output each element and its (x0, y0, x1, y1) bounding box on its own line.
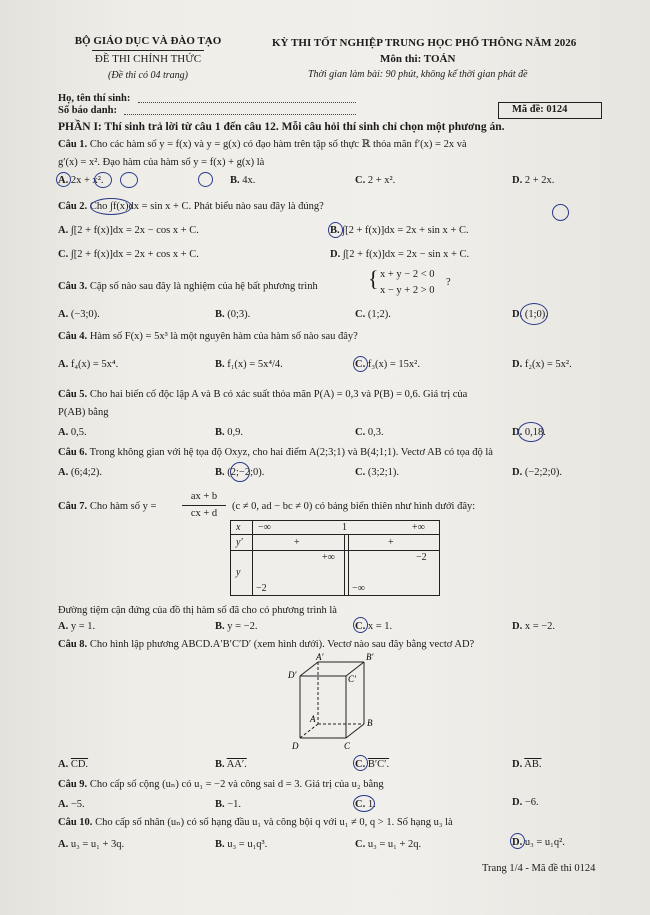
q8-line (58, 638, 474, 652)
q9-text: Cho cấp số cộng (uₙ) có u₁ = −2 và công sai d = 3. Giá trị của u₂ bằng (89, 779, 384, 790)
table-y-label: y (236, 567, 241, 578)
page-footer: Trang 1/4 - Mã đề thi 0124 (482, 863, 596, 874)
option-text: 2x + x². (70, 175, 104, 186)
q6-option-c (355, 466, 399, 480)
variation-table (230, 520, 440, 596)
table-plus-inf: +∞ (412, 522, 425, 533)
option-label: C. (355, 621, 366, 632)
pen-circle-mark (353, 617, 368, 633)
option-label: D. (512, 467, 523, 478)
table-value: −2 (416, 552, 427, 563)
option-text: (1;2). (367, 309, 391, 320)
option-text: f₁(x) = 5x⁴/4. (227, 359, 283, 370)
pen-circle-mark (56, 172, 71, 187)
q10-text: Cho cấp số nhân (uₙ) có số hạng đầu u₁ và công bội q với u₁ ≠ 0, q > 1. Số hạng u₃ là (95, 817, 453, 828)
table-value: −∞ (352, 583, 365, 594)
option-label: D. (512, 837, 523, 848)
option-label: B. (215, 839, 225, 850)
option-label: B. (215, 309, 225, 320)
pen-circle-mark (230, 462, 250, 482)
q10-option-c (355, 838, 421, 852)
option-text: −6. (524, 797, 539, 808)
official-label: ĐỀ THI CHÍNH THỨC (94, 53, 202, 65)
subject-label: Môn thi: TOÁN (380, 53, 456, 65)
option-text: x = −2. (524, 621, 556, 632)
option-label: D. (512, 427, 523, 438)
option-label: C. (355, 175, 366, 186)
option-label: B. (215, 359, 225, 370)
cube-figure (280, 652, 390, 752)
q8-option-d (512, 758, 541, 772)
q1-num: Câu 1. (58, 139, 88, 150)
pen-circle-mark (518, 422, 544, 442)
q2-option-a (58, 224, 199, 238)
option-label: B. (215, 759, 225, 770)
q3-text: Cặp số nào sau đây là nghiệm của hệ bất phương trình (89, 281, 318, 292)
option-text: −5. (70, 799, 85, 810)
option-text: 1. (367, 799, 376, 810)
q4-option-a (58, 358, 118, 372)
pen-scribble-mark (94, 172, 112, 188)
q3-question-mark: ? (446, 277, 451, 288)
option-label: A. (58, 309, 69, 320)
option-text: u₃ = u₁ + 2q. (367, 839, 422, 850)
q7-after-text: Đường tiệm cận đứng của đồ thị hàm số đã cho có phương trình là (58, 605, 337, 616)
q5-text2: P(AB) bằng (58, 407, 109, 418)
q3-option-a (58, 308, 100, 322)
q9-option-b (215, 798, 241, 812)
option-label: D. (512, 175, 523, 186)
option-label: B. (330, 225, 340, 236)
q1-line1 (58, 138, 467, 152)
option-text: (1;0). (524, 309, 548, 320)
name-line (138, 94, 356, 103)
q6-num: Câu 6. (58, 447, 88, 458)
q7-numerator: ax + b (190, 491, 218, 502)
pen-circle-mark (328, 222, 343, 238)
option-text: ∫[2 + f(x)]dx = 2x + cos x + C. (70, 249, 199, 260)
option-text: (6;4;2). (70, 467, 103, 478)
table-plus-sign: + (294, 537, 300, 548)
pen-circle-mark (552, 204, 569, 221)
q5-option-b (215, 426, 243, 440)
option-text: ∫[2 + f(x)]dx = 2x + sin x + C. (342, 225, 469, 236)
q6-line (58, 446, 493, 460)
option-text: 2 + 2x. (524, 175, 555, 186)
option-text: 0,9. (227, 427, 244, 438)
q7-text-a: Cho hàm số y = (89, 501, 157, 512)
sbd-line (124, 106, 356, 115)
option-label: A. (58, 621, 69, 632)
option-text: f₂(x) = 5x². (524, 359, 572, 370)
pen-circle-mark (520, 303, 548, 325)
q5-text1: Cho hai biến cố độc lập A và B có xác suất thỏa mãn P(A) = 0,3 và P(B) = 0,6. Giá trị của (89, 389, 468, 400)
time-note: Thời gian làm bài: 90 phút, không kể thời gian phát đề (308, 69, 528, 80)
vertex-label: A′ (316, 652, 324, 662)
option-text: (−3;0). (70, 309, 100, 320)
option-label: B. (215, 799, 225, 810)
table-row-line (230, 534, 440, 535)
ministry-name: BỘ GIÁO DỤC VÀ ĐÀO TẠO (74, 35, 222, 47)
option-label: D. (512, 359, 523, 370)
q3-line (58, 280, 318, 294)
option-text: u₃ = u₁q². (524, 837, 565, 848)
option-text: CD. (70, 759, 89, 770)
q3-system-1: x + y − 2 < 0 (380, 269, 435, 280)
option-label: B. (230, 175, 240, 186)
q4-num: Câu 4. (58, 331, 88, 342)
option-label: C. (355, 799, 366, 810)
option-label: D. (512, 759, 523, 770)
option-text: u₃ = u₁ + 3q. (70, 839, 125, 850)
option-label: A. (58, 175, 69, 186)
option-label: A. (58, 225, 69, 236)
q7-option-a (58, 620, 95, 634)
option-text: y = −2. (227, 621, 258, 632)
q7-text-b: (c ≠ 0, ad − bc ≠ 0) có bảng biến thiên như hình dưới đây: (232, 501, 476, 512)
q6-option-a (58, 466, 102, 480)
q8-option-b (215, 758, 247, 772)
option-label: C. (355, 839, 366, 850)
pen-circle-mark (510, 833, 525, 849)
option-text: ∫[2 + f(x)]dx = 2x − sin x + C. (342, 249, 470, 260)
option-label: A. (58, 359, 69, 370)
pages-note: (Đề thi có 04 trang) (108, 70, 188, 81)
q5-option-a (58, 426, 87, 440)
q7-num: Câu 7. (58, 501, 88, 512)
q7-option-b (215, 620, 257, 634)
option-text: (3;2;1). (367, 467, 400, 478)
q1-option-b (230, 174, 255, 188)
option-label: D. (330, 249, 341, 260)
vertex-label: C′ (348, 674, 356, 684)
q3-option-b (215, 308, 250, 322)
q4-line (58, 330, 358, 344)
pen-circle-mark (90, 198, 132, 215)
option-label: D. (512, 797, 523, 808)
option-text: u₃ = u₁q³. (227, 839, 268, 850)
q7-line (58, 500, 156, 514)
q3-system-2: x − y + 2 > 0 (380, 285, 435, 296)
vertex-label: B (367, 718, 373, 728)
pen-circle-mark (353, 356, 368, 372)
q9-line (58, 778, 384, 792)
q9-option-d (512, 796, 539, 810)
q4-option-d (512, 358, 572, 372)
option-label: A. (58, 799, 69, 810)
vertex-label: C (344, 741, 351, 751)
q10-option-b (215, 838, 267, 852)
q1-text1: Cho các hàm số y = f(x) và y = g(x) có đạo hàm trên tập số thực ℝ thỏa mãn f′(x) = 2x và (89, 139, 467, 150)
option-label: D. (512, 309, 523, 320)
q1-option-d (512, 174, 554, 188)
fraction-bar (182, 505, 226, 506)
option-text: 2 + x². (367, 175, 396, 186)
table-x-label: x (236, 522, 241, 533)
q7-denominator: cx + d (190, 508, 218, 519)
option-text: 0,18. (524, 427, 546, 438)
option-label: C. (355, 359, 366, 370)
option-text: f₃(x) = 15x². (367, 359, 420, 370)
q10-num: Câu 10. (58, 817, 93, 828)
q4-option-b (215, 358, 283, 372)
q3-option-c (355, 308, 391, 322)
vertex-label: B′ (366, 652, 374, 662)
q2-num: Câu 2. (58, 201, 88, 212)
option-text: AB. (524, 759, 542, 770)
option-label: A. (58, 839, 69, 850)
part1-heading: PHẦN I: Thí sinh trả lời từ câu 1 đến câu 12. Mỗi câu hỏi thí sinh chỉ chọn một phương án. (58, 121, 505, 133)
exam-title: KỲ THI TỐT NGHIỆP TRUNG HỌC PHỔ THÔNG NĂM 2026 (272, 37, 577, 49)
option-label: C. (355, 427, 366, 438)
option-text: (−2;2;0). (524, 467, 562, 478)
q10-option-a (58, 838, 124, 852)
q1-option-c (355, 174, 395, 188)
option-text: 4x. (242, 175, 256, 186)
q8-option-a (58, 758, 88, 772)
q1-text2: g′(x) = x². Đạo hàm của hàm số y = f(x) + g(x) là (58, 157, 265, 168)
option-text: 0,5. (70, 427, 87, 438)
option-label: A. (58, 427, 69, 438)
vertex-label: D (292, 741, 299, 751)
table-value: −2 (256, 583, 267, 594)
q5-num: Câu 5. (58, 389, 88, 400)
q5-option-c (355, 426, 384, 440)
q9-option-a (58, 798, 85, 812)
option-label: C. (355, 467, 366, 478)
name-label: Họ, tên thí sinh: (58, 93, 131, 104)
ministry-underline (92, 50, 204, 51)
q7-option-d (512, 620, 555, 634)
q2-option-d (330, 248, 469, 262)
q3-num: Câu 3. (58, 281, 88, 292)
sbd-label: Số báo danh: (58, 105, 117, 116)
asymptote-line (344, 534, 345, 595)
q8-num: Câu 8. (58, 639, 88, 650)
option-text: −1. (227, 799, 242, 810)
option-label: D. (512, 621, 523, 632)
pen-scribble-mark (120, 172, 138, 188)
q8-text: Cho hình lập phương ABCD.A′B′C′D′ (xem hình dưới). Vectơ nào sau đây bằng vectơ AD? (89, 639, 475, 650)
q2-text: Cho ∫f(x)dx = sin x + C. Phát biểu nào sau đây là đúng? (89, 201, 324, 212)
option-text: (2;−2;0). (227, 467, 265, 478)
option-text: AA′. (226, 759, 247, 770)
option-text: y = 1. (70, 621, 96, 632)
q5-line1 (58, 388, 467, 402)
option-text: ∫[2 + f(x)]dx = 2x − cos x + C. (70, 225, 199, 236)
table-minus-inf: −∞ (258, 522, 271, 533)
option-label: B. (215, 467, 225, 478)
pen-circle-mark (198, 172, 213, 187)
vertex-label: A (310, 714, 316, 724)
q9-num: Câu 9. (58, 779, 88, 790)
option-text: 0,3. (367, 427, 384, 438)
option-label: B. (215, 621, 225, 632)
q2-option-c (58, 248, 199, 262)
system-brace: { (368, 266, 379, 291)
q6-option-d (512, 466, 562, 480)
table-plus-sign: + (388, 537, 394, 548)
option-text: f₄(x) = 5x⁴. (70, 359, 119, 370)
option-text: x = 1. (367, 621, 393, 632)
option-label: C. (355, 759, 366, 770)
asymptote-line (348, 534, 349, 595)
vertex-label: D′ (288, 670, 297, 680)
table-col-line (252, 520, 253, 595)
option-label: A. (58, 759, 69, 770)
option-text: B′C′. (367, 759, 390, 770)
pen-circle-mark (353, 795, 375, 812)
q2-option-b (330, 224, 469, 238)
option-label: B. (215, 427, 225, 438)
exam-code: Mã đề: 0124 (512, 104, 568, 115)
table-yp-label: y′ (236, 537, 243, 548)
option-label: C. (355, 309, 366, 320)
pen-circle-mark (353, 755, 368, 771)
option-label: A. (58, 467, 69, 478)
table-row-line (230, 550, 440, 551)
option-text: (0;3). (227, 309, 251, 320)
option-label: C. (58, 249, 69, 260)
q6-text: Trong không gian với hệ tọa độ Oxyz, cho hai điểm A(2;3;1) và B(4;1;1). Vectơ AB có tọa độ là (89, 447, 493, 458)
table-one: 1 (342, 522, 347, 533)
q4-text: Hàm số F(x) = 5x³ là một nguyên hàm của hàm số nào sau đây? (89, 331, 358, 342)
table-value: +∞ (322, 552, 335, 563)
q10-line (58, 816, 453, 830)
